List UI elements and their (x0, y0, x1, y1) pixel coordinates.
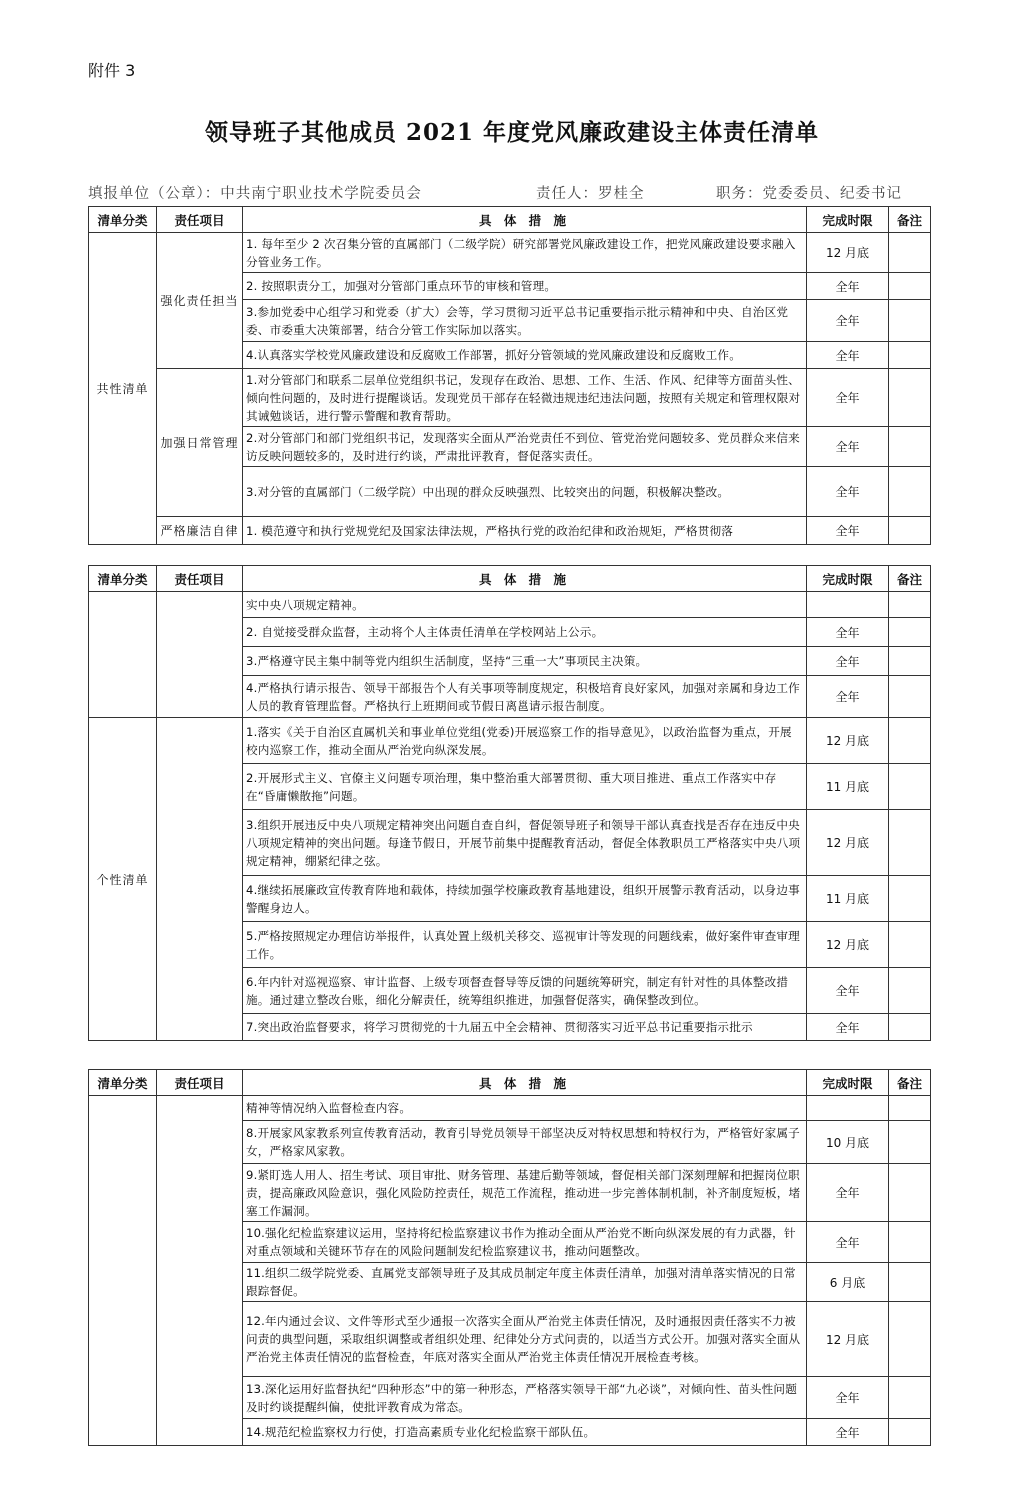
measure-text: 4.继续拓展廉政宣传教育阵地和载体，持续加强学校廉政教育基地建设，组织开展警示教育活动，以身边事警醒身边人。 (243, 876, 807, 922)
remark-cell (889, 676, 931, 718)
table-row (89, 517, 931, 545)
header-deadline: 完成时限 (807, 566, 889, 592)
measure-text: 9.紧盯选人用人、招生考试、项目审批、财务管理、基建后勤等领域，督促相关部门深刻理解和把握岗位职责，提高廉政风险意识，强化风险防控责任，规范工作流程，推动进一步完善体制机制，补齐制度短板，堵塞工作漏洞。 (243, 1164, 807, 1222)
item-cell (157, 1096, 243, 1446)
remark-cell (889, 592, 931, 618)
measure-text: 2. 按照职责分工，加强对分管部门重点环节的审核和管理。 (243, 273, 807, 300)
header-category: 清单分类 (89, 566, 157, 592)
measure-text: 精神等情况纳入监督检查内容。 (243, 1096, 807, 1121)
category-cell: 共性清单 (89, 233, 157, 545)
table-header (89, 566, 931, 592)
header-deadline: 完成时限 (807, 207, 889, 233)
deadline-cell: 12 月底 (807, 922, 889, 968)
measure-text: 2. 自觉接受群众监督，主动将个人主体责任清单在学校网站上公示。 (243, 618, 807, 647)
document-title: 领导班子其他成员 2021 年度党风廉政建设主体责任清单 (204, 119, 820, 146)
measure-text: 3.参加党委中心组学习和党委（扩大）会等，学习贯彻习近平总书记重要指示批示精神和中央、自治区党委、市委重大决策部署，结合分管工作实际加以落实。 (243, 300, 807, 342)
remark-cell (889, 876, 931, 922)
deadline-cell: 全年 (807, 1377, 889, 1419)
remark-cell (889, 1263, 931, 1302)
remark-cell (889, 1302, 931, 1377)
remark-cell (889, 300, 931, 342)
deadline-cell: 全年 (807, 517, 889, 545)
deadline-cell: 全年 (807, 968, 889, 1014)
deadline-cell: 全年 (807, 618, 889, 647)
deadline-cell: 全年 (807, 676, 889, 718)
responsibility-table-2 (88, 565, 931, 1041)
measure-text: 4.认真落实学校党风廉政建设和反腐败工作部署，抓好分管领域的党风廉政建设和反腐败工作。 (243, 342, 807, 369)
deadline-cell: 11 月底 (807, 764, 889, 810)
remark-cell (889, 273, 931, 300)
item-cell (157, 592, 243, 718)
deadline-cell: 全年 (807, 273, 889, 300)
header-category: 清单分类 (89, 1070, 157, 1096)
responsible-person: 责任人：罗桂全 (536, 186, 645, 202)
measure-text: 14.规范纪检监察权力行使，打造高素质专业化纪检监察干部队伍。 (243, 1419, 807, 1446)
position: 职务：党委委员、纪委书记 (716, 186, 902, 202)
remark-cell (889, 968, 931, 1014)
remark-cell (889, 1014, 931, 1041)
table-row (89, 1096, 931, 1121)
deadline-cell: 全年 (807, 342, 889, 369)
header-category: 清单分类 (89, 207, 157, 233)
deadline-cell: 全年 (807, 1164, 889, 1222)
deadline-cell: 10 月底 (807, 1121, 889, 1164)
measure-text: 1. 模范遵守和执行党规党纪及国家法律法规，严格执行党的政治纪律和政治规矩，严格贯彻落 (243, 517, 807, 545)
measure-text: 3.严格遵守民主集中制等党内组织生活制度，坚持“三重一大”事项民主决策。 (243, 647, 807, 676)
header-measures: 具 体 措 施 (243, 207, 807, 233)
measure-text: 10.强化纪检监察建议运用，坚持将纪检监察建议书作为推动全面从严治党不断向纵深发展的有力武器，针对重点领域和关键环节存在的风险问题制发纪检监察建议书，推动问题整改。 (243, 1222, 807, 1263)
table-row (89, 369, 931, 427)
table-row (89, 233, 931, 273)
deadline-cell: 11 月底 (807, 876, 889, 922)
deadline-cell: 全年 (807, 427, 889, 467)
deadline-cell: 全年 (807, 300, 889, 342)
remark-cell (889, 342, 931, 369)
table-row (89, 718, 931, 764)
deadline-cell: 12 月底 (807, 718, 889, 764)
measure-text: 2.对分管部门和部门党组织书记，发现落实全面从严治党责任不到位、管党治党问题较多、党员群众来信来访反映问题较多的，及时进行约谈，严肃批评教育，督促落实责任。 (243, 427, 807, 467)
measure-text: 11.组织二级学院党委、直属党支部领导班子及其成员制定年度主体责任清单，加强对清单落实情况的日常跟踪督促。 (243, 1263, 807, 1302)
deadline-cell (807, 592, 889, 618)
remark-cell (889, 1121, 931, 1164)
measure-text: 1. 每年至少 2 次召集分管的直属部门（二级学院）研究部署党风廉政建设工作，把党风廉政建设要求融入分管业务工作。 (243, 233, 807, 273)
remark-cell (889, 922, 931, 968)
header-remark: 备注 (889, 1070, 931, 1096)
deadline-cell: 全年 (807, 467, 889, 517)
remark-cell (889, 647, 931, 676)
measure-text: 12.年内通过会议、文件等形式至少通报一次落实全面从严治党主体责任情况，及时通报因责任落实不力被问责的典型问题，采取组织调整或者组织处理、纪律处分方式问责的，以适当方式公开。加强对落实全面从严治党主体责任情况的监督检查，年底对落实全面从严治党主体责任情况开展检查考核。 (243, 1302, 807, 1377)
remark-cell (889, 517, 931, 545)
header-remark: 备注 (889, 207, 931, 233)
deadline-cell: 全年 (807, 647, 889, 676)
remark-cell (889, 1377, 931, 1419)
reporting-unit: 填报单位（公章）：中共南宁职业技术学院委员会 (88, 186, 422, 202)
measure-text: 7.突出政治监督要求，将学习贯彻党的十九届五中全会精神、贯彻落实习近平总书记重要指示批示 (243, 1014, 807, 1041)
deadline-cell: 12 月底 (807, 233, 889, 273)
remark-cell (889, 618, 931, 647)
category-cell (89, 592, 157, 718)
item-cell (157, 718, 243, 1041)
item-cell: 严格廉洁自律 (157, 517, 243, 545)
deadline-cell: 全年 (807, 1222, 889, 1263)
remark-cell (889, 369, 931, 427)
table-header (89, 207, 931, 233)
responsibility-table-1 (88, 206, 931, 545)
measure-text: 4.严格执行请示报告、领导干部报告个人有关事项等制度规定，积极培育良好家风，加强对亲属和身边工作人员的教育管理监督。严格执行上班期间或节假日离邕请示报告制度。 (243, 676, 807, 718)
deadline-cell: 6 月底 (807, 1263, 889, 1302)
category-cell (89, 1096, 157, 1446)
measure-text: 1.落实《关于自治区直属机关和事业单位党组(党委)开展巡察工作的指导意见》，以政治监督为重点，开展校内巡察工作，推动全面从严治党向纵深发展。 (243, 718, 807, 764)
item-cell: 加强日常管理 (157, 369, 243, 517)
deadline-cell: 全年 (807, 369, 889, 427)
header-remark: 备注 (889, 566, 931, 592)
responsibility-table-3 (88, 1069, 931, 1446)
deadline-cell (807, 1096, 889, 1121)
measure-text: 2.开展形式主义、官僚主义问题专项治理，集中整治重大部署贯彻、重大项目推进、重点工作落实中存在“昏庸懒散拖”问题。 (243, 764, 807, 810)
remark-cell (889, 427, 931, 467)
header-measures: 具 体 措 施 (243, 566, 807, 592)
header-item: 责任项目 (157, 1070, 243, 1096)
remark-cell (889, 1419, 931, 1446)
measure-text: 13.深化运用好监督执纪“四种形态”中的第一种形态，严格落实领导干部“九必谈”，对倾向性、苗头性问题及时约谈提醒纠偏，使批评教育成为常态。 (243, 1377, 807, 1419)
remark-cell (889, 810, 931, 876)
remark-cell (889, 1096, 931, 1121)
measure-text: 5.严格按照规定办理信访举报件，认真处置上级机关移交、巡视审计等发现的问题线索，做好案件审查审理工作。 (243, 922, 807, 968)
attachment-label: 附件 3 (88, 61, 136, 80)
measure-text: 实中央八项规定精神。 (243, 592, 807, 618)
header-item: 责任项目 (157, 566, 243, 592)
measure-text: 6.年内针对巡视巡察、审计监督、上级专项督查督导等反馈的问题统筹研究，制定有针对性的具体整改措施。通过建立整改台账，细化分解责任，统筹组织推进，加强督促落实，确保整改到位。 (243, 968, 807, 1014)
category-cell: 个性清单 (89, 718, 157, 1041)
table-row (89, 592, 931, 618)
remark-cell (889, 764, 931, 810)
header-item: 责任项目 (157, 207, 243, 233)
measure-text: 1.对分管部门和联系二层单位党组织书记，发现存在政治、思想、工作、生活、作风、纪律等方面苗头性、倾向性问题的，及时进行提醒谈话。发现党员干部存在轻微违规违纪违法问题，按照有关规定和管理权限对其诫勉谈话，进行警示警醒和教育帮助。 (243, 369, 807, 427)
measure-text: 3.组织开展违反中央八项规定精神突出问题自查自纠，督促领导班子和领导干部认真查找是否存在违反中央八项规定精神的突出问题。每逢节假日，开展节前集中提醒教育活动，督促全体教职员工严格落实中央八项规定精神，绷紧纪律之弦。 (243, 810, 807, 876)
info-line (88, 182, 930, 204)
remark-cell (889, 718, 931, 764)
remark-cell (889, 233, 931, 273)
header-deadline: 完成时限 (807, 1070, 889, 1096)
deadline-cell: 全年 (807, 1014, 889, 1041)
table-header (89, 1070, 931, 1096)
remark-cell (889, 467, 931, 517)
measure-text: 3.对分管的直属部门（二级学院）中出现的群众反映强烈、比较突出的问题，积极解决整改。 (243, 467, 807, 517)
deadline-cell: 全年 (807, 1419, 889, 1446)
deadline-cell: 12 月底 (807, 1302, 889, 1377)
measure-text: 8.开展家风家教系列宣传教育活动，教育引导党员领导干部坚决反对特权思想和特权行为，严格管好家属子女，严格家风家教。 (243, 1121, 807, 1164)
deadline-cell: 12 月底 (807, 810, 889, 876)
header-measures: 具 体 措 施 (243, 1070, 807, 1096)
remark-cell (889, 1164, 931, 1222)
item-cell: 强化责任担当 (157, 233, 243, 369)
remark-cell (889, 1222, 931, 1263)
